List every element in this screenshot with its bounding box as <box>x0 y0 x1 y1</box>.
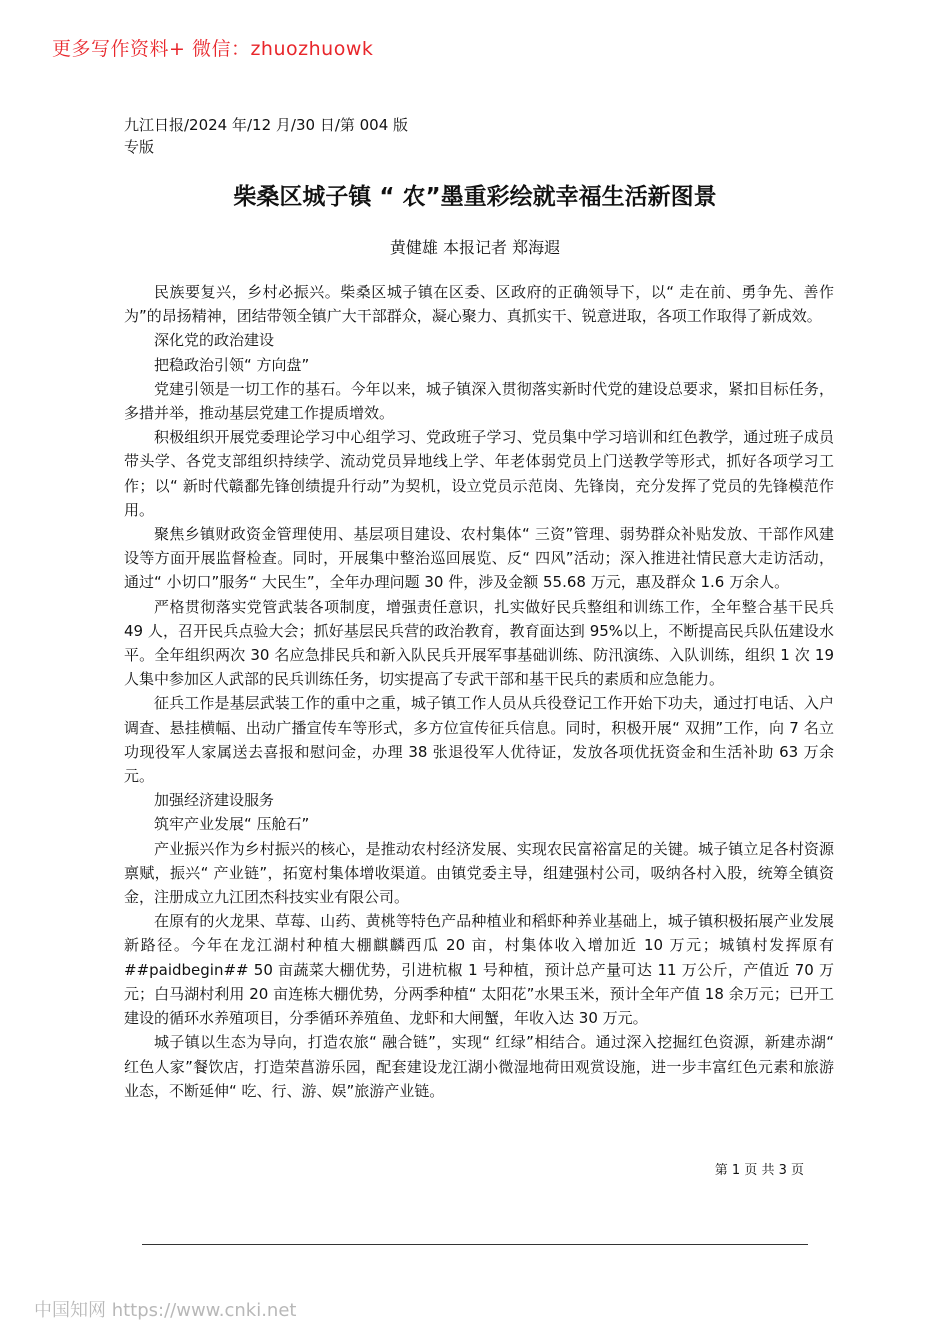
section-subheading: 筑牢产业发展“ 压舱石” <box>154 815 310 834</box>
paragraph: 城子镇以生态为导向，打造农旅“ 融合链”，实现“ 红绿”相结合。通过深入挖掘红色资源，新建赤湖“ 红色人家”餐饮店，打造荣菖游乐园，配套建设龙江湖小微湿地荷田观赏设施，进一步丰富红色元素和旅游业态，不断延伸“ 吃、行、游、娱”旅游产业链。 <box>124 1033 834 1100</box>
article-body <box>124 280 834 1103</box>
cnki-watermark: 中国知网 https://www.cnki.net <box>34 1300 297 1321</box>
paragraph: 党建引领是一切工作的基石。今年以来，城子镇深入贯彻落实新时代党的建设总要求，紧扣目标任务，多措并举，推动基层党建工作提质增效。 <box>124 379 834 423</box>
paragraph: 聚焦乡镇财政资金管理使用、基层项目建设、农村集体“ 三资”管理、弱势群众补贴发放、干部作风建设等方面开展监督检查。同时，开展集中整治巡回展览、反“ 四风”活动；深入推进社情民意大走访活动，通过“ 小切口”服务“ 大民生”，全年办理问题 30 件，涉及金额 55.68 万元，惠及群众 1.6 万余人。 <box>124 525 834 592</box>
paragraph: 征兵工作是基层武装工作的重中之重，城子镇工作人员从兵役登记工作开始下功夫，通过打电话、入户调查、悬挂横幅、出动广播宣传车等形式，多方位宣传征兵信息。同时，积极开展“ 双拥”工作，向 7 名立功现役军人家属送去喜报和慰问金，办理 38 张退役军人优待证，发放各项优抚资金和生活补助 63 万余元。 <box>124 694 834 786</box>
footer-divider <box>142 1244 808 1245</box>
section-subheading: 把稳政治引领“ 方向盘” <box>154 355 310 374</box>
paragraph: 严格贯彻落实党管武装各项制度，增强责任意识，扎实做好民兵整组和训练工作，全年整合基干民兵 49 人，召开民兵点验大会；抓好基层民兵营的政治教育，教育面达到 95%以上，不断提高民兵队伍建设水平。全年组织两次 30 名应急排民兵和新入队民兵开展军事基础训练、防汛演练、入队训练，组织 1 次 19 人集中参加区人武部的民兵训练任务，切实提高了专武干部和基干民兵的素质和应急能力。 <box>124 597 834 689</box>
article-byline: 黄健雄 本报记者 郑海遐 <box>389 238 561 257</box>
page-indicator: 第 1 页 共 3 页 <box>714 1163 804 1178</box>
paragraph: 在原有的火龙果、草莓、山药、黄桃等特色产品种植业和稻虾种养业基础上，城子镇积极拓展产业发展新路径。今年在龙江湖村种植大棚麒麟西瓜 20 亩，村集体收入增加近 10 万元；城镇村发挥原有##paidbegin## 50 亩蔬菜大棚优势，引进杭椒 1 号种植，预计总产量可达 11 万公斤，产值近 70 万元；白马湖村利用 20 亩连栋大棚优势，分两季种植“ 太阳花”水果玉米，预计全年产值 18 余万元；已开工建设的循环水养殖项目，分季循环养殖鱼、龙虾和大闸蟹，年收入达 30 万元。 <box>124 912 834 1028</box>
paragraph: 产业振兴作为乡村振兴的核心，是推动农村经济发展、实现农民富裕富足的关键。城子镇立足各村资源禀赋，振兴“ 产业链”，拓宽村集体增收渠道。由镇党委主导，组建强村公司，吸纳各村入股，统筹全镇资金，注册成立九江团杰科技实业有限公司。 <box>124 839 834 907</box>
section-heading: 加强经济建设服务 <box>154 791 275 810</box>
paragraph-intro: 民族要复兴，乡村必振兴。柴桑区城子镇在区委、区政府的正确领导下，以“ 走在前、勇争先、善作为”的昂扬精神，团结带领全镇广大干部群众，凝心聚力、真抓实干、锐意进取，各项工作取得了新成效。 <box>124 283 834 326</box>
promo-banner: 更多写作资料+ 微信：zhuozhuowk <box>52 38 374 60</box>
source-line: 九江日报/2024 年/12 月/30 日/第 004 版专版 <box>124 116 409 156</box>
paragraph: 积极组织开展党委理论学习中心组学习、党政班子学习、党员集中学习培训和红色教学，通过班子成员带头学、各党支部组织持续学、流动党员异地线上学、年老体弱党员上门送教学等形式，抓好各项学习工作；以“ 新时代赣鄱先锋创绩提升行动”为契机，设立党员示范岗、先锋岗，充分发挥了党员的先锋模范作用。 <box>124 428 834 519</box>
article-headline: 柴桑区城子镇 “ 农”墨重彩绘就幸福生活新图景 <box>233 184 717 210</box>
section-heading: 深化党的政治建设 <box>154 331 275 350</box>
